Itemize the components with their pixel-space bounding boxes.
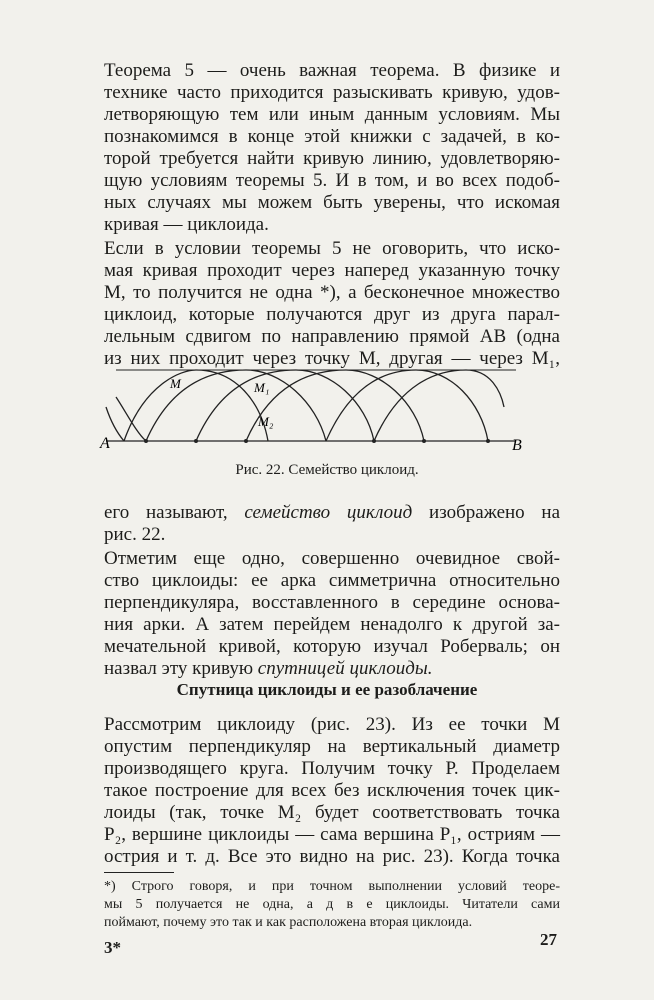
text-line: лоиды (так, точке M₂ будет соответствовать точка xyxy=(104,802,560,823)
text-span: изображено на xyxy=(429,502,561,523)
cycloid-arc-6 xyxy=(374,370,504,441)
text-line: летворяющую тем или иным данным условиям. Мы xyxy=(104,104,560,125)
text-line: M, то получится не одна *), а бесконечное множество xyxy=(104,282,560,303)
label-m1: M₁ xyxy=(254,380,270,395)
text-line: мая кривая проходит через наперед указанную точку xyxy=(104,260,560,281)
text-line: острия и т. д. Все это видно на рис. 23). Когда точка xyxy=(104,846,560,867)
footnote-line: поймают, почему это так и как расположена вторая циклоида. xyxy=(104,915,473,930)
cycloid-arc-5 xyxy=(326,370,488,441)
text-line: мечательной кривой, которую изучал Роберваль; он xyxy=(104,636,560,657)
text-line: производящего круга. Получим точку P. Проделаем xyxy=(104,758,560,779)
text-line: такое построение для всех без исключения точек цик- xyxy=(104,780,560,801)
text-line: Рассмотрим циклоиду (рис. 23). Из ее точки M xyxy=(104,714,560,735)
text-line: лельным сдвигом по направлению прямой AB (одна xyxy=(104,326,560,347)
text-line: перпендикуляра, восставленного в середине основа- xyxy=(104,592,560,613)
cycloid-arcs xyxy=(96,370,504,441)
text-line: ния арки. А затем перейдем ненадолго к другой за- xyxy=(104,614,560,635)
text-line xyxy=(104,658,560,680)
text-line: Если в условии теоремы 5 не оговорить, что иско- xyxy=(104,238,560,259)
label-m2: M₂ xyxy=(258,414,274,429)
page-number: 27 xyxy=(540,930,557,949)
footnote-rule xyxy=(104,872,174,873)
section-heading: Спутница циклоиды и ее разоблачение xyxy=(176,680,478,699)
text-line: технике часто приходится разыскивать кривую, удов- xyxy=(104,82,560,103)
cycloid-arc-1 xyxy=(124,370,268,441)
text-line: Теорема 5 — очень важная теорема. В физике и xyxy=(104,60,560,81)
text-span: его называют, xyxy=(104,502,228,523)
figure-caption: Рис. 22. Семейство циклоид. xyxy=(235,462,419,478)
cycloid-arc-4 xyxy=(246,370,424,441)
text-span: назвал эту кривую xyxy=(104,658,254,679)
footnote-line: *) Строго говоря, и при точном выполнении условий теоре- xyxy=(104,879,560,894)
text-line: Отметим еще одно, совершенно очевидное свой- xyxy=(104,548,560,569)
label-a: A xyxy=(100,435,110,452)
italic-term: спутницей циклоиды. xyxy=(257,658,433,679)
cycloid-family-figure xyxy=(96,362,536,462)
text-line: ных случаях мы можем быть уверены, что искомая xyxy=(104,192,560,213)
signature-mark: 3* xyxy=(104,938,121,957)
text-line: из них проходит через точку M, другая — через M₁, xyxy=(104,348,560,369)
text-line xyxy=(104,502,560,524)
label-b: B xyxy=(512,437,522,454)
text-line: кривая — циклоида. xyxy=(104,214,269,235)
text-line: щую условиям теоремы 5. И в том, и во всех подоб- xyxy=(104,170,560,191)
cycloid-arc-0b xyxy=(116,397,146,441)
text-line: рис. 22. xyxy=(104,524,166,545)
text-line: ство циклоиды: ее арка симметрична относительно xyxy=(104,570,560,591)
italic-term: семейство циклоид xyxy=(244,502,413,523)
label-m: M xyxy=(170,376,181,391)
text-line: познакомимся в конце этой книжки с задачей, в ко- xyxy=(104,126,560,147)
text-line: циклоид, которые получаются друг из друга парал- xyxy=(104,304,560,325)
text-line: P₂, вершине циклоиды — сама вершина P₁, остриям — xyxy=(104,824,560,845)
footnote-line: мы 5 получается не одна, а д в е циклоиды. Читатели сами xyxy=(104,897,560,912)
text-line: опустим перпендикуляр на вертикальный диаметр xyxy=(104,736,560,757)
text-line: торой требуется найти кривую линию, удовлетворяю- xyxy=(104,148,560,169)
